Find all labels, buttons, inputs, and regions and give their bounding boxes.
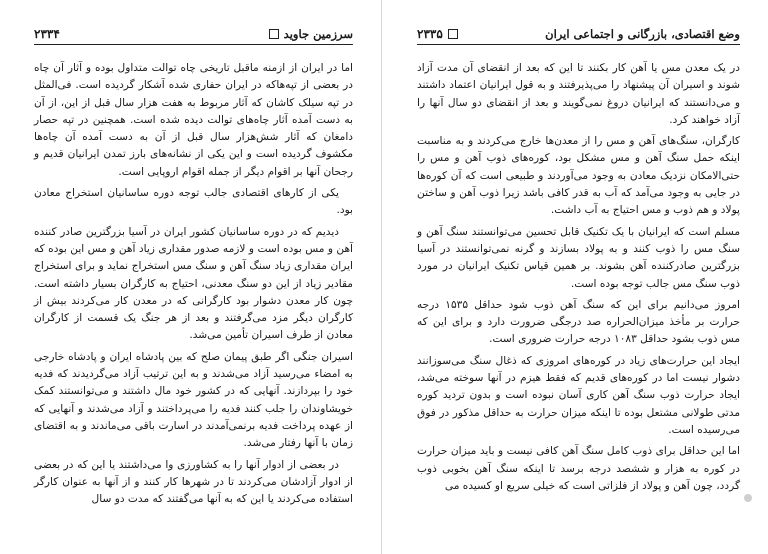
left-page-header: [34, 18, 353, 45]
paragraph: امروز می‌دانیم برای این که سنگ آهن ذوب شود حداقل ۱۵۳۵ درجه حرارت بر مأخذ میزان‌الحراره صد درجگی ضرورت دارد و برای این که مس ذوب بشود حداقل ۱۰۸۳ درجه حرارت ضروری است.: [417, 298, 740, 346]
right-page: [383, 0, 768, 554]
square-separator-icon: [448, 29, 458, 39]
page-number: ۲۳۳۴: [34, 27, 60, 41]
square-separator-icon: [269, 29, 279, 39]
right-page-header: [417, 18, 740, 45]
left-page-body: [34, 60, 353, 546]
paragraph: اسیران جنگی اگر طبق پیمان صلح که بین پادشاه ایران و پادشاه خارجی به امضاء می‌رسید آزاد می‌شدند و به این ترتیب آزاد می‌گردیدند که فدیه خود را بپردازند. آنهایی که در کشور خود مال داشتند و می‌توانستند کمک خویشاوندان را جلب کنند فدیه را می‌پرداختند و آزاد می‌شدند و آنهایی که از عهده پرداخت فدیه برنمی‌آمدند در اسارت باقی می‌ماندند و به اقتضای زمان با آنها رفتار می‌شد.: [34, 350, 353, 450]
paragraph: ایجاد این حرارت‌های زیاد در کوره‌های امروزی که ذغال سنگ می‌سوزانند دشوار نیست اما در کوره‌های قدیم که فقط هیزم در آنها سوخته می‌شد، ایجاد حرارت ذوب سنگ آهن کاری آسان نبوده است و بدون تردید کوره مدتی طولانی مشتعل بوده تا اینکه میزان حرارت به حداقل مذکور در فوق می‌رسیده است.: [417, 354, 740, 436]
paragraph: دیدیم که در دوره ساسانیان کشور ایران در آسیا بزرگترین صادر کننده آهن و مس بوده است و لازمه صدور مقداری زیاد آهن و مس این بوده که ایران مقداری زیاد سنگ آهن و سنگ مس استخراج نماید و برای استخراج مقادیر زیاد از این دو سنگ معدنی، احتیاج به کارگران بسیار داشته است. چون کار معدن دشوار بود کارگرانی که در معدن کار می‌کردند بیش از کارگران دیگر مزد می‌گرفتند و بعد از هر جنگ یک قسمت از کارگران معادن از طرف اسیران تأمین می‌شد.: [34, 225, 353, 342]
paragraph: کارگران، سنگ‌های آهن و مس را از معدن‌ها خارج می‌کردند و به مناسبت اینکه حمل سنگ آهن و مس مشکل بود، کوره‌های ذوب آهن و مس را حتی‌الامکان نزدیک معادن به وجود می‌آوردند و طبیعی است که آن کوره‌ها در جایی به وجود می‌آمد که آب به قدر کافی باشد زیرا ذوب آهن و ساختن پولاد و هم ذوب و مس احتیاج به آب داشت.: [417, 135, 740, 217]
paragraph: اما در ایران از ازمنه ماقبل تاریخی چاه توالت متداول بوده و آثار آن چاه در بعضی از تپه‌هاکه در ایران حفاری شده آشکار گردیده است. فی‌المثل در تپه سیلک کاشان که آثار مربوط به هفت هزار سال قبل از این، از آن به دست آمده آثار چاه‌های توالت دیده شده است. همچنین در تپه حصار دامغان که آثار شش‌هزار سال قبل از آن به دست آمده آن چاه‌ها مکشوف گردیده است و این یکی از نشانه‌های بارز تمدن ایرانیان قدیم و رجحان آنها بر اقوام دیگر از جمله اقوام اروپایی است.: [34, 62, 353, 178]
header-title-group: [417, 24, 463, 44]
paragraph: در بعضی از ادوار آنها را به کشاورزی وا می‌داشتند یا این که در بعضی از ادوار آزادشان می‌کردند تا در شهرها کار کنند و از آنها به عنوان کارگر استفاده می‌کردند یا این که به آنها می‌گفتند که مدت دو سال: [34, 458, 353, 506]
paragraph: در یک معدن مس یا آهن کار بکنند تا این که بعد از انقضای آن مدت آزاد شوند و اسیران آن پیشنهاد را می‌پذیرفتند و به قول ایرانیان اعتماد داشتند و می‌دانستند که ایرانیان دروغ نمی‌گویند و بعد از انقضای دو سال آنها را آزاد خواهند کرد.: [417, 62, 740, 126]
paragraph: مسلم است که ایرانیان با یک تکنیک قابل تحسین می‌توانستند سنگ آهن و سنگ مس را ذوب کنند و به پولاد بسازند و گرنه نمی‌توانستند در آسیا بزرگترین صادرکننده آهن بشوند. بر همین قیاس تکنیک ایرانیان در مورد ذوب سنگ مس جالب توجه بوده است.: [417, 225, 740, 290]
right-page-body: [417, 60, 740, 546]
scan-dot-mark: [744, 494, 752, 502]
page-number: ۲۳۳۵: [417, 27, 443, 41]
header-title-group: [264, 24, 353, 44]
running-header-title: وضع اقتصادی، بازرگانی و اجتماعی ایران: [545, 27, 740, 41]
running-header-title: سرزمین جاوید: [283, 27, 353, 41]
left-page: [0, 0, 382, 554]
paragraph: اما این حداقل برای ذوب کامل سنگ آهن کافی نیست و باید میزان حرارت در کوره به هزار و ششصد درجه برسد تا اینکه سنگ آهن بخوبی ذوب گردد، چون آهن و پولاد از فلزاتی است که خیلی سریع او کسیده می‌: [417, 445, 740, 492]
paragraph: یکی از کارهای اقتصادی جالب توجه دوره ساسانیان استخراج معادن بود.: [34, 187, 353, 217]
